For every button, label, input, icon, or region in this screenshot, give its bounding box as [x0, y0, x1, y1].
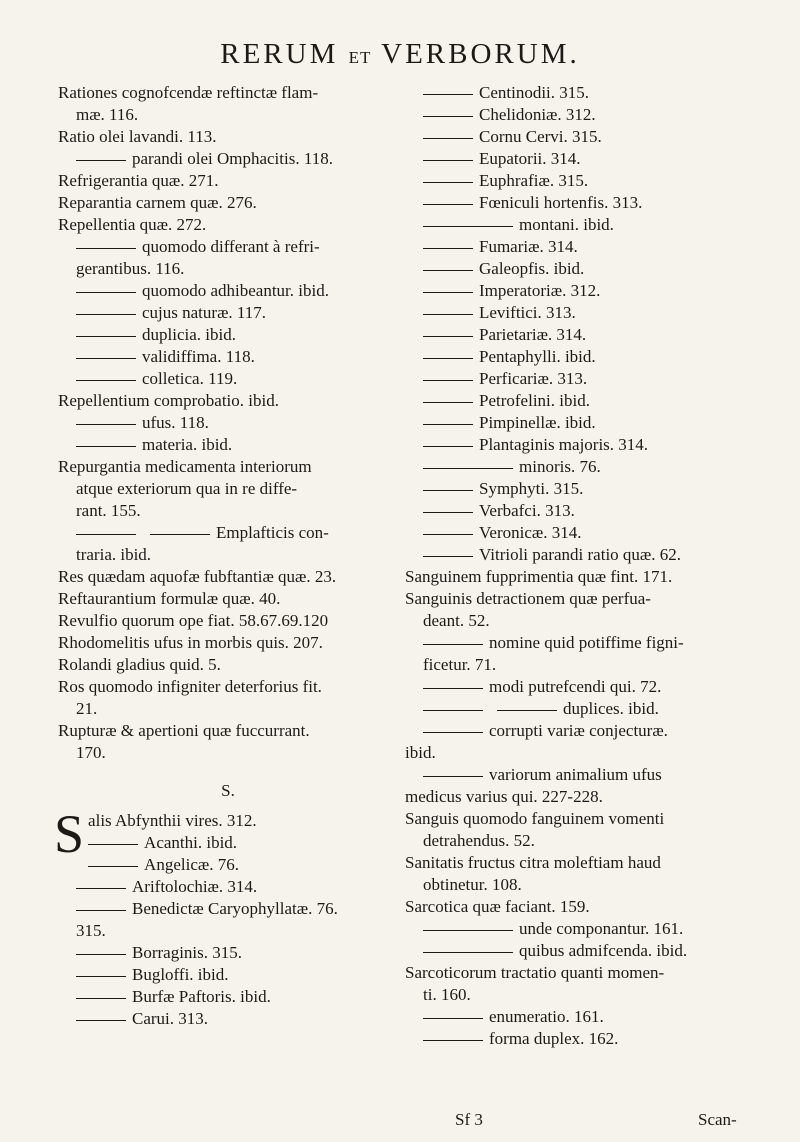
index-entry	[58, 500, 398, 522]
entry-text: 170.	[76, 743, 106, 762]
entry-text: corrupti variæ conjecturæ.	[489, 721, 668, 740]
ditto-rule	[423, 424, 473, 425]
entry-text: Carui. 313.	[132, 1009, 209, 1028]
entry-text: Sarcotica quæ faciant. 159.	[405, 897, 590, 916]
entry-text: Rhodomelitis ufus in morbis quis. 207.	[58, 633, 323, 652]
entry-text: Rolandi gladius quid. 5.	[58, 655, 221, 674]
drop-cap: S	[54, 804, 85, 864]
entry-text: detrahendus. 52.	[423, 831, 535, 850]
ditto-rule	[423, 446, 473, 447]
index-entry	[58, 236, 398, 258]
entry-text: Symphyti. 315.	[479, 479, 584, 498]
entry-text: materia. ibid.	[142, 435, 233, 454]
entry-text: Ratio olei lavandi. 113.	[58, 127, 217, 146]
title-rerum: RERUM	[220, 38, 339, 70]
entry-text: alis Abfynthii vires. 312.	[88, 811, 257, 830]
entry-text: mæ. 116.	[76, 105, 139, 124]
index-entry	[405, 984, 765, 1006]
ditto-rule	[423, 380, 473, 381]
index-entry	[58, 964, 398, 986]
index-entry	[58, 898, 398, 920]
left-column	[54, 82, 398, 1030]
index-entry	[405, 258, 765, 280]
index-entry	[405, 852, 765, 874]
index-entry	[405, 148, 765, 170]
index-entry	[405, 82, 765, 104]
entry-text: Perficariæ. 313.	[479, 369, 588, 388]
section-heading: S.	[221, 781, 235, 800]
index-entry	[58, 676, 398, 698]
ditto-rule	[423, 710, 483, 711]
index-entry	[405, 742, 765, 764]
entry-text: duplices. ibid.	[563, 699, 659, 718]
ditto-rule	[76, 534, 136, 535]
ditto-rule	[76, 160, 126, 161]
ditto-rule	[76, 954, 126, 955]
entry-text: Chelidoniæ. 312.	[479, 105, 596, 124]
index-entry	[58, 522, 398, 544]
index-entry	[405, 698, 765, 720]
ditto-rule	[423, 248, 473, 249]
entry-text: unde componantur. 161.	[519, 919, 684, 938]
entry-text: 315.	[76, 921, 106, 940]
index-entry	[58, 126, 398, 148]
entry-text: parandi olei Omphacitis. 118.	[132, 149, 333, 168]
ditto-rule	[423, 270, 473, 271]
entry-text: Petrofelini. ibid.	[479, 391, 590, 410]
ditto-rule	[76, 292, 136, 293]
index-entry	[405, 632, 765, 654]
index-entry	[405, 962, 765, 984]
ditto-rule	[423, 292, 473, 293]
catchword: Scan-	[698, 1110, 737, 1129]
entry-text: Verbafci. 313.	[479, 501, 575, 520]
index-entry	[405, 566, 765, 588]
entry-text: Repellentia quæ. 272.	[58, 215, 207, 234]
index-entry	[58, 390, 398, 412]
entry-text: variorum animalium ufus	[489, 765, 662, 784]
ditto-rule	[423, 556, 473, 557]
entry-text: Cornu Cervi. 315.	[479, 127, 602, 146]
index-entry	[58, 854, 398, 876]
index-entry	[58, 720, 398, 742]
ditto-rule	[88, 866, 138, 867]
entry-text: quomodo adhibeantur. ibid.	[142, 281, 329, 300]
index-entry	[58, 544, 398, 566]
ditto-rule	[423, 1018, 483, 1019]
index-entry	[58, 876, 398, 898]
index-entry	[405, 104, 765, 126]
entry-text: Angelicæ. 76.	[144, 855, 239, 874]
entry-text: Pimpinellæ. ibid.	[479, 413, 596, 432]
index-entry	[405, 368, 765, 390]
entry-text: enumeratio. 161.	[489, 1007, 604, 1026]
index-entry	[405, 236, 765, 258]
index-entry	[58, 478, 398, 500]
entry-text: Vitrioli parandi ratio quæ. 62.	[479, 545, 681, 564]
index-entry	[405, 478, 765, 500]
index-entry	[58, 214, 398, 236]
index-entry	[58, 346, 398, 368]
entry-text: medicus varius qui. 227-228.	[405, 787, 603, 806]
entry-text: obtinetur. 108.	[423, 875, 522, 894]
index-entry	[405, 720, 765, 742]
index-entry	[405, 280, 765, 302]
index-entry	[405, 390, 765, 412]
index-entry	[405, 918, 765, 940]
ditto-rule	[423, 226, 513, 227]
entry-text: Benedictæ Caryophyllatæ. 76.	[132, 899, 338, 918]
entry-text: montani. ibid.	[519, 215, 614, 234]
entry-text: Fumariæ. 314.	[479, 237, 578, 256]
ditto-rule	[423, 336, 473, 337]
index-entry	[405, 874, 765, 896]
ditto-rule	[88, 844, 138, 845]
index-entry	[405, 1028, 765, 1050]
entry-text: Res quædam aquofæ fubftantiæ quæ. 23.	[58, 567, 337, 586]
index-entry	[405, 610, 765, 632]
entry-text: atque exteriorum qua in re diffe-	[76, 479, 298, 498]
entry-text: validiffima. 118.	[142, 347, 255, 366]
entry-text: Pentaphylli. ibid.	[479, 347, 596, 366]
ditto-rule	[423, 512, 473, 513]
ditto-rule	[423, 688, 483, 689]
ditto-rule	[423, 94, 473, 95]
ditto-rule	[76, 314, 136, 315]
entry-text: Borraginis. 315.	[132, 943, 243, 962]
entry-text: traria. ibid.	[76, 545, 152, 564]
index-entry	[58, 920, 398, 942]
ditto-rule	[423, 732, 483, 733]
entry-text: Refrigerantia quæ. 271.	[58, 171, 219, 190]
entry-text: 21.	[76, 699, 98, 718]
index-entry	[405, 764, 765, 786]
entry-text: duplicia. ibid.	[142, 325, 236, 344]
entry-text: ti. 160.	[423, 985, 471, 1004]
title-verborum: VERBORUM.	[381, 38, 580, 70]
ditto-rule	[76, 1020, 126, 1021]
ditto-rule	[76, 998, 126, 999]
index-entry	[405, 302, 765, 324]
index-entry	[405, 786, 765, 808]
index-entry	[405, 940, 765, 962]
index-entry	[58, 832, 398, 854]
index-entry	[405, 434, 765, 456]
entry-text: Sanguis quomodo fanguinem vomenti	[405, 809, 665, 828]
index-entry	[58, 280, 398, 302]
entry-text: Sarcoticorum tractatio quanti momen-	[405, 963, 665, 982]
index-entry	[58, 1008, 398, 1030]
ditto-rule	[423, 534, 473, 535]
entry-text: Plantaginis majoris. 314.	[479, 435, 649, 454]
title-et: ET	[348, 48, 372, 67]
page-title	[0, 38, 800, 71]
ditto-rule	[76, 358, 136, 359]
ditto-rule	[423, 402, 473, 403]
ditto-rule	[423, 930, 513, 931]
index-entry	[405, 192, 765, 214]
index-entry	[405, 346, 765, 368]
index-entry	[405, 522, 765, 544]
index-entry	[405, 1006, 765, 1028]
index-entry	[58, 610, 398, 632]
index-entry	[405, 214, 765, 236]
entry-text: Galeopfis. ibid.	[479, 259, 585, 278]
entry-text: Reftaurantium formulæ quæ. 40.	[58, 589, 281, 608]
ditto-rule	[423, 182, 473, 183]
index-entry	[58, 412, 398, 434]
entry-text: Emplafticis con-	[216, 523, 329, 542]
entry-text: Sanguinis detractionem quæ perfua-	[405, 589, 651, 608]
index-entry	[405, 676, 765, 698]
index-entry	[58, 986, 398, 1008]
entry-text: Reparantia carnem quæ. 276.	[58, 193, 257, 212]
index-entry	[405, 544, 765, 566]
index-entry	[58, 942, 398, 964]
entry-text: deant. 52.	[423, 611, 490, 630]
entry-text: modi putrefcendi qui. 72.	[489, 677, 662, 696]
entry-text: quibus admifcenda. ibid.	[519, 941, 688, 960]
entry-text: Revulfio quorum ope fiat. 58.67.69.120	[58, 611, 329, 630]
index-entry	[58, 368, 398, 390]
index-entry	[58, 434, 398, 456]
index-entry	[58, 302, 398, 324]
entry-text: minoris. 76.	[519, 457, 601, 476]
entry-text: Rationes cognofcendæ reftinctæ flam-	[58, 83, 319, 102]
ditto-rule	[423, 776, 483, 777]
entry-text: Imperatoriæ. 312.	[479, 281, 601, 300]
ditto-rule	[423, 204, 473, 205]
entry-text: ufus. 118.	[142, 413, 209, 432]
ditto-rule	[76, 248, 136, 249]
ditto-rule	[423, 358, 473, 359]
index-entry	[405, 324, 765, 346]
ditto-rule	[423, 314, 473, 315]
entry-text: Ariftolochiæ. 314.	[132, 877, 258, 896]
index-entry	[58, 742, 398, 764]
index-entry	[58, 324, 398, 346]
index-entry	[405, 896, 765, 918]
index-entry	[58, 148, 398, 170]
index-entry	[405, 456, 765, 478]
entry-text: nomine quid potiffime figni-	[489, 633, 684, 652]
entry-text: quomodo differant à refri-	[142, 237, 320, 256]
ditto-rule	[423, 160, 473, 161]
ditto-rule	[423, 490, 473, 491]
index-entry	[405, 412, 765, 434]
ditto-rule	[150, 534, 210, 535]
index-entry	[405, 654, 765, 676]
ditto-rule	[76, 888, 126, 889]
signature-mark: Sf 3	[455, 1110, 483, 1129]
entry-text: cujus naturæ. 117.	[142, 303, 267, 322]
index-entry	[58, 566, 398, 588]
entry-text: Repellentium comprobatio. ibid.	[58, 391, 279, 410]
index-entry	[58, 456, 398, 478]
index-entry	[405, 808, 765, 830]
entry-text: Fœniculi hortenfis. 313.	[479, 193, 643, 212]
ditto-rule	[497, 710, 557, 711]
entry-text: Centinodii. 315.	[479, 83, 590, 102]
entry-text: Euphrafiæ. 315.	[479, 171, 589, 190]
index-entry	[58, 192, 398, 214]
entry-text: Sanguinem fupprimentia quæ fint. 171.	[405, 567, 673, 586]
entry-text: forma duplex. 162.	[489, 1029, 619, 1048]
entry-text: Rupturæ & apertioni quæ fuccurrant.	[58, 721, 310, 740]
index-entry	[405, 588, 765, 610]
entry-text: Acanthi. ibid.	[144, 833, 238, 852]
index-entry	[58, 82, 398, 104]
index-entry	[58, 632, 398, 654]
entry-text: Bugloffi. ibid.	[132, 965, 229, 984]
ditto-rule	[76, 910, 126, 911]
ditto-rule	[423, 644, 483, 645]
ditto-rule	[423, 116, 473, 117]
index-entry	[58, 258, 398, 280]
entry-text: Sanitatis fructus citra moleftiam haud	[405, 853, 661, 872]
entry-text: ficetur. 71.	[423, 655, 497, 674]
index-entry	[58, 104, 398, 126]
right-column	[405, 82, 765, 1050]
index-entry	[58, 654, 398, 676]
ditto-rule	[423, 952, 513, 953]
entry-text: Veronicæ. 314.	[479, 523, 582, 542]
index-entry	[58, 170, 398, 192]
entry-text: Parietariæ. 314.	[479, 325, 587, 344]
index-entry	[405, 126, 765, 148]
ditto-rule	[76, 336, 136, 337]
ditto-rule	[76, 380, 136, 381]
entry-text: rant. 155.	[76, 501, 141, 520]
ditto-rule	[423, 468, 513, 469]
entry-text: Leviftici. 313.	[479, 303, 576, 322]
entry-text: Burfæ Paftoris. ibid.	[132, 987, 271, 1006]
entry-text: Repurgantia medicamenta interiorum	[58, 457, 312, 476]
entry-text: gerantibus. 116.	[76, 259, 185, 278]
ditto-rule	[76, 976, 126, 977]
ditto-rule	[76, 424, 136, 425]
entry-text: ibid.	[405, 743, 436, 762]
entry-text: colletica. 119.	[142, 369, 238, 388]
index-entry	[405, 500, 765, 522]
entry-text: Ros quomodo infigniter deterforius fit.	[58, 677, 322, 696]
index-entry	[58, 698, 398, 720]
index-entry	[405, 830, 765, 852]
entry-text: Eupatorii. 314.	[479, 149, 581, 168]
ditto-rule	[76, 446, 136, 447]
index-entry	[405, 170, 765, 192]
index-entry	[58, 588, 398, 610]
ditto-rule	[423, 138, 473, 139]
ditto-rule	[423, 1040, 483, 1041]
